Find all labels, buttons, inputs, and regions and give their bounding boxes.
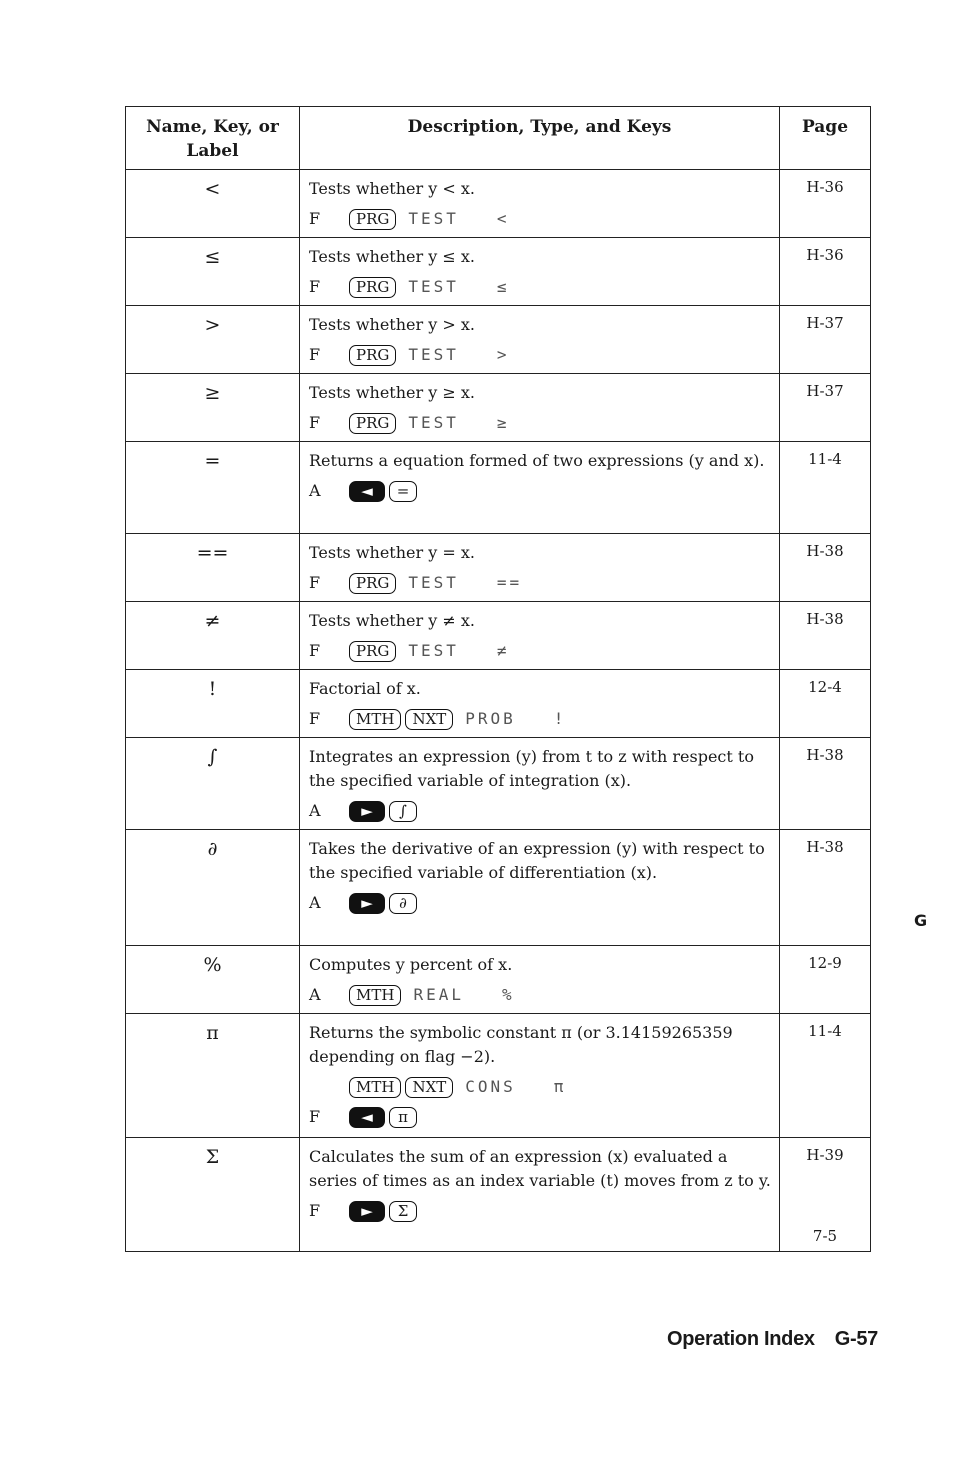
key-sequence xyxy=(309,207,771,231)
row-name: == xyxy=(126,534,300,602)
key-sigma: Σ xyxy=(389,1201,417,1222)
menu-label: PROB xyxy=(465,709,516,728)
type-label: F xyxy=(309,641,321,660)
row-page: H-36 xyxy=(780,170,871,238)
row-description xyxy=(300,1014,780,1138)
key-sequence xyxy=(309,1199,771,1223)
key-pi: π xyxy=(389,1107,417,1128)
key-sequence xyxy=(309,891,771,915)
key-sequence xyxy=(309,343,771,367)
menu-sublabel: % xyxy=(501,985,515,1004)
key-nxt: NXT xyxy=(405,1077,453,1098)
right-shift-key-icon: ► xyxy=(349,1201,385,1222)
table-row xyxy=(126,238,871,306)
page-footer xyxy=(667,1328,878,1351)
desc-text: Tests whether y = x. xyxy=(309,543,475,562)
key-sequence xyxy=(309,983,771,1007)
operation-index-table xyxy=(125,106,871,1252)
row-name: ≤ xyxy=(126,238,300,306)
key-prg: PRG xyxy=(349,413,396,434)
right-shift-key-icon: ► xyxy=(349,801,385,822)
row-name: < xyxy=(126,170,300,238)
type-label: F xyxy=(309,209,321,228)
desc-text: Calculates the sum of an expression (x) evaluated a series of times as an index variable (t) moves from z to y. xyxy=(309,1147,771,1190)
desc-text: Takes the derivative of an expression (y) with respect to the specified variable of differentiation (x). xyxy=(309,839,765,882)
table-row xyxy=(126,830,871,946)
row-name: ∂ xyxy=(126,830,300,946)
menu-label: TEST xyxy=(408,573,459,592)
page-ref: H-39 xyxy=(806,1146,844,1164)
row-page: 12-9 xyxy=(780,946,871,1014)
table-row xyxy=(126,602,871,670)
key-mth: MTH xyxy=(349,985,401,1006)
row-description xyxy=(300,374,780,442)
row-page: H-37 xyxy=(780,374,871,442)
row-description xyxy=(300,602,780,670)
row-name: ∫ xyxy=(126,738,300,830)
table-row xyxy=(126,1138,871,1252)
row-description xyxy=(300,830,780,946)
menu-label: TEST xyxy=(408,209,459,228)
key-sequence xyxy=(309,707,771,731)
key-prg: PRG xyxy=(349,277,396,298)
row-name: ! xyxy=(126,670,300,738)
type-label: F xyxy=(309,345,321,364)
menu-sublabel: > xyxy=(496,345,510,364)
key-mth: MTH xyxy=(349,709,401,730)
header-name: Name, Key, or Label xyxy=(126,107,300,170)
menu-sublabel: π xyxy=(553,1077,567,1096)
key-sequence xyxy=(309,1105,771,1129)
row-description xyxy=(300,1138,780,1252)
menu-label: REAL xyxy=(413,985,464,1004)
page-ref-secondary: 7-5 xyxy=(812,1227,838,1245)
key-derivative: ∂ xyxy=(389,893,417,914)
desc-text: Returns the symbolic constant π (or 3.14159265359 depending on flag −2). xyxy=(309,1023,733,1066)
type-label: A xyxy=(309,893,321,912)
menu-label: CONS xyxy=(465,1077,516,1096)
table-row xyxy=(126,306,871,374)
row-name: ≠ xyxy=(126,602,300,670)
menu-sublabel: < xyxy=(496,209,510,228)
row-page: 11-4 xyxy=(780,1014,871,1138)
header-page: Page xyxy=(780,107,871,170)
table-header-row xyxy=(126,107,871,170)
row-name: π xyxy=(126,1014,300,1138)
desc-text: Returns a equation formed of two expressions (y and x). xyxy=(309,451,765,470)
key-prg: PRG xyxy=(349,209,396,230)
table-row xyxy=(126,170,871,238)
key-prg: PRG xyxy=(349,573,396,594)
row-page: H-38 xyxy=(780,534,871,602)
table-row xyxy=(126,1014,871,1138)
row-description xyxy=(300,738,780,830)
header-description: Description, Type, and Keys xyxy=(300,107,780,170)
desc-text: Tests whether y ≤ x. xyxy=(309,247,475,266)
menu-label: TEST xyxy=(408,277,459,296)
row-description xyxy=(300,670,780,738)
footer-page-number: G-57 xyxy=(834,1328,878,1350)
desc-text: Tests whether y > x. xyxy=(309,315,475,334)
row-description xyxy=(300,238,780,306)
key-sequence xyxy=(309,411,771,435)
desc-text: Factorial of x. xyxy=(309,679,421,698)
key-sequence-alt xyxy=(309,1075,771,1099)
key-integral: ∫ xyxy=(389,801,417,822)
row-name: > xyxy=(126,306,300,374)
key-sequence xyxy=(309,275,771,299)
row-name: ≥ xyxy=(126,374,300,442)
row-name: = xyxy=(126,442,300,534)
left-shift-key-icon: ◄ xyxy=(349,1107,385,1128)
row-name: % xyxy=(126,946,300,1014)
desc-text: Computes y percent of x. xyxy=(309,955,513,974)
key-nxt: NXT xyxy=(405,709,453,730)
table-row xyxy=(126,374,871,442)
row-page xyxy=(780,1138,871,1252)
menu-sublabel: ≥ xyxy=(496,413,510,432)
row-page: H-38 xyxy=(780,602,871,670)
menu-label: TEST xyxy=(408,345,459,364)
row-page: 11-4 xyxy=(780,442,871,534)
menu-sublabel: ≠ xyxy=(496,641,510,660)
desc-text: Tests whether y ≥ x. xyxy=(309,383,475,402)
table-row xyxy=(126,738,871,830)
key-sequence xyxy=(309,479,771,503)
row-page: H-36 xyxy=(780,238,871,306)
type-label: F xyxy=(309,1107,321,1126)
section-tab-label: G xyxy=(914,911,928,930)
row-description xyxy=(300,306,780,374)
key-equals: = xyxy=(389,481,417,502)
desc-text: Tests whether y ≠ x. xyxy=(309,611,475,630)
type-label: F xyxy=(309,573,321,592)
key-prg: PRG xyxy=(349,641,396,662)
right-shift-key-icon: ► xyxy=(349,893,385,914)
footer-section-title: Operation Index xyxy=(666,1328,815,1350)
table-row xyxy=(126,670,871,738)
row-page: H-38 xyxy=(780,830,871,946)
menu-sublabel: ≤ xyxy=(496,277,510,296)
row-page: H-37 xyxy=(780,306,871,374)
menu-label: TEST xyxy=(408,641,459,660)
menu-label: TEST xyxy=(408,413,459,432)
type-label: F xyxy=(309,277,321,296)
key-sequence xyxy=(309,639,771,663)
menu-sublabel: == xyxy=(496,573,523,592)
table-row xyxy=(126,534,871,602)
key-sequence xyxy=(309,799,771,823)
row-description xyxy=(300,946,780,1014)
type-label: A xyxy=(309,985,321,1004)
type-label: A xyxy=(309,481,321,500)
key-prg: PRG xyxy=(349,345,396,366)
type-label: F xyxy=(309,413,321,432)
menu-sublabel: ! xyxy=(553,709,567,728)
type-label: A xyxy=(309,801,321,820)
row-description xyxy=(300,534,780,602)
row-description xyxy=(300,442,780,534)
key-mth: MTH xyxy=(349,1077,401,1098)
left-shift-key-icon: ◄ xyxy=(349,481,385,502)
type-label: F xyxy=(309,1201,321,1220)
type-label: F xyxy=(309,709,321,728)
row-description xyxy=(300,170,780,238)
desc-text: Tests whether y < x. xyxy=(309,179,475,198)
table-row xyxy=(126,442,871,534)
row-page: 12-4 xyxy=(780,670,871,738)
row-name: Σ xyxy=(126,1138,300,1252)
table-row xyxy=(126,946,871,1014)
desc-text: Integrates an expression (y) from t to z with respect to the specified variable of integration (x). xyxy=(309,747,754,790)
row-page: H-38 xyxy=(780,738,871,830)
key-sequence xyxy=(309,571,771,595)
